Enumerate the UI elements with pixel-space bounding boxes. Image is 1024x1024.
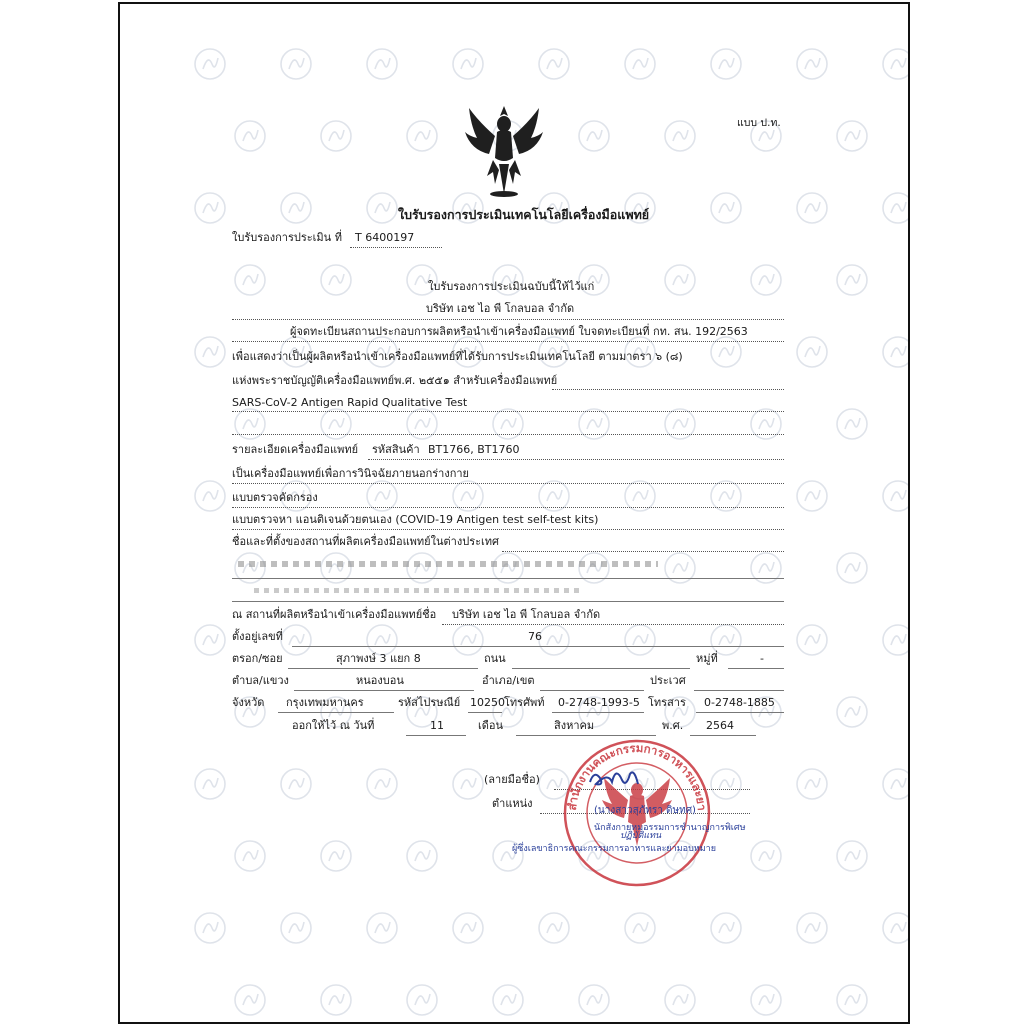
watermark-logo-icon <box>837 697 867 727</box>
address-no-label: ตั้งอยู่เลขที่ <box>232 630 283 643</box>
postcode-value: 10250 <box>470 696 505 709</box>
watermark-logo-icon <box>195 49 225 79</box>
covered-text-fragment-2 <box>254 588 584 593</box>
moo-label: หมู่ที่ <box>696 652 718 665</box>
device-line-2 <box>232 434 784 435</box>
phone-rule <box>552 712 644 713</box>
subdistrict-label: ตำบล/แขวง <box>232 674 289 687</box>
watermark-logo-icon <box>579 121 609 151</box>
watermark-logo-icon <box>367 913 397 943</box>
watermark-logo-icon <box>883 481 908 511</box>
watermark-logo-icon <box>797 625 827 655</box>
watermark-logo-icon <box>367 769 397 799</box>
signature-label: (ลายมือชื่อ) <box>484 773 540 786</box>
details-line <box>368 459 784 460</box>
watermark-logo-icon <box>235 265 265 295</box>
watermark-logo-icon <box>235 841 265 871</box>
watermark-logo-icon <box>321 265 351 295</box>
issue-date-label: ออกให้ไว้ ณ วันที่ <box>292 719 375 732</box>
soi-value: สุภาพงษ์ 3 แยก 8 <box>336 652 421 665</box>
watermark-logo-icon <box>711 49 741 79</box>
product-code-label: รหัสสินค้า <box>372 443 420 456</box>
postcode-rule <box>468 712 502 713</box>
detail-rule-2 <box>232 507 784 508</box>
road-rule <box>512 668 690 669</box>
details-label: รายละเอียดเครื่องมือแพทย์ <box>232 443 359 456</box>
district-rule <box>540 690 644 691</box>
issue-year: 2564 <box>706 719 734 732</box>
province-rule <box>278 712 394 713</box>
detail-line-1: เป็นเครื่องมือแพทย์เพื่อการวินิจฉัยภายนอกร่างกาย <box>232 467 469 480</box>
soi-label: ตรอก/ซอย <box>232 652 283 665</box>
watermark-logo-icon <box>453 625 483 655</box>
fax-label: โทรสาร <box>648 696 686 709</box>
watermark-logo-icon <box>367 193 397 223</box>
postcode-label: รหัสไปรษณีย์ <box>398 696 461 709</box>
watermark-logo-icon <box>281 913 311 943</box>
importer-rule <box>442 624 784 625</box>
issue-month-label: เดือน <box>478 719 504 732</box>
address-no-rule <box>292 646 784 647</box>
phone-label: โทรศัพท์ <box>504 696 545 709</box>
watermark-logo-icon <box>539 49 569 79</box>
address-no: 76 <box>528 630 542 643</box>
watermark-logo-icon <box>321 121 351 151</box>
watermark-logo-icon <box>711 193 741 223</box>
watermark-logo-icon <box>883 769 908 799</box>
company-name: บริษัท เอช ไอ พี โกลบอล จำกัด <box>426 302 575 315</box>
watermark-logo-icon <box>539 913 569 943</box>
para-line-3-rule <box>552 389 784 390</box>
foreign-manufacturer-label: ชื่อและที่ตั้งของสถานที่ผลิตเครื่องมือแพทย์ในต่างประเทศ <box>232 535 499 548</box>
watermark-logo-icon <box>539 625 569 655</box>
watermark-logo-icon <box>797 193 827 223</box>
country-label: ประเวศ <box>650 674 686 687</box>
paragraph-line-1: ผู้จดทะเบียนสถานประกอบการผลิตหรือนำเข้าเครื่องมือแพทย์ ใบจดทะเบียนที่ กท. สน. 192/2563 <box>290 325 748 338</box>
watermark-logo-icon <box>797 49 827 79</box>
issue-year-rule <box>690 735 756 736</box>
paragraph-line-2: เพื่อแสดงว่าเป็นผู้ผลิตหรือนำเข้าเครื่องมือแพทย์ที่ได้รับการประเมินเทคโนโลยี ตามมาตรา ๖ (๘) <box>232 350 683 363</box>
soi-rule <box>288 668 478 669</box>
watermark-logo-icon <box>281 625 311 655</box>
watermark-logo-icon <box>625 913 655 943</box>
product-codes: BT1766, BT1760 <box>428 443 520 456</box>
watermark-logo-icon <box>625 49 655 79</box>
detail-rule-3 <box>232 529 784 530</box>
signer-name: (นางสาวสุภัทรา ดิษทศ) <box>594 805 696 816</box>
issued-to-label: ใบรับรองการประเมินฉบับนี้ให้ไว้แก่ <box>428 280 595 293</box>
watermark-logo-icon <box>883 625 908 655</box>
watermark-logo-icon <box>711 625 741 655</box>
issue-day: 11 <box>430 719 444 732</box>
district-label: อำเภอ/เขต <box>482 674 535 687</box>
cert-no-line <box>350 247 442 248</box>
watermark-logo-icon <box>453 769 483 799</box>
watermark-logo-icon <box>195 625 225 655</box>
foreign-rule-2 <box>232 578 784 579</box>
phone-value: 0-2748-1993-5 <box>558 696 640 709</box>
watermark-logo-icon <box>367 625 397 655</box>
issue-year-label: พ.ศ. <box>662 719 684 732</box>
province-label: จังหวัด <box>232 696 265 709</box>
watermark-logo-icon <box>281 193 311 223</box>
issue-day-rule <box>406 735 466 736</box>
cert-no: T 6400197 <box>355 231 415 244</box>
issue-month: สิงหาคม <box>554 719 595 732</box>
detail-line-3: แบบตรวจหา แอนติเจนด้วยตนเอง (COVID-19 Antigen test self-test kits) <box>232 513 599 526</box>
covered-text-fragment <box>238 561 658 567</box>
watermark-logo-icon <box>837 121 867 151</box>
watermark-logo-icon <box>493 985 523 1015</box>
device-line-1 <box>232 411 784 412</box>
detail-rule-1 <box>232 483 784 484</box>
signer-role-line-2: ผู้ซึ่งเลขาธิการคณะกรรมการอาหารและยามอบหมาย <box>512 844 716 854</box>
fax-value: 0-2748-1885 <box>704 696 775 709</box>
foreign-rule-1 <box>502 551 784 552</box>
watermark-logo-icon <box>195 769 225 799</box>
province-value: กรุงเทพมหานคร <box>286 696 364 709</box>
watermark-logo-icon <box>711 913 741 943</box>
cert-no-label: ใบรับรองการประเมิน ที่ <box>232 231 342 244</box>
watermark-logo-icon <box>837 265 867 295</box>
garuda-emblem <box>463 102 545 198</box>
watermark-logo-icon <box>195 913 225 943</box>
seal-text: สำนักงานคณะกรรมการอาหารและยา <box>564 740 710 812</box>
watermark-logo-icon <box>195 337 225 367</box>
watermark-logo-icon <box>751 841 781 871</box>
watermark-logo-icon <box>837 841 867 871</box>
watermark-logo-icon <box>281 769 311 799</box>
watermark-logo-icon <box>837 409 867 439</box>
watermark-logo-icon <box>453 913 483 943</box>
watermark-logo-icon <box>625 625 655 655</box>
watermark-logo-icon <box>797 481 827 511</box>
watermark-logo-icon <box>407 985 437 1015</box>
watermark-logo-icon <box>883 337 908 367</box>
certificate-page <box>118 2 910 1024</box>
moo-value: - <box>760 652 764 665</box>
watermark-logo-icon <box>797 913 827 943</box>
watermark-logo-icon <box>797 769 827 799</box>
watermark-logo-icon <box>797 337 827 367</box>
foreign-rule-3 <box>232 601 784 602</box>
watermark-logo-icon <box>579 985 609 1015</box>
paragraph-line-3: แห่งพระราชบัญญัติเครื่องมือแพทย์พ.ศ. ๒๕๕๑ สำหรับเครื่องมือแพทย์ <box>232 374 558 387</box>
watermark-logo-icon <box>665 121 695 151</box>
watermark-logo-icon <box>195 193 225 223</box>
watermark-logo-icon <box>453 49 483 79</box>
watermark-logo-icon <box>883 49 908 79</box>
watermark-logo-icon <box>407 841 437 871</box>
fax-rule <box>696 712 784 713</box>
subdistrict-rule <box>294 690 474 691</box>
watermark-logo-icon <box>883 193 908 223</box>
watermark-logo-icon <box>837 985 867 1015</box>
watermark-logo-icon <box>281 49 311 79</box>
watermark-logo-icon <box>235 985 265 1015</box>
watermark-logo-icon <box>367 49 397 79</box>
detail-line-2: แบบตรวจคัดกรอง <box>232 491 318 504</box>
country-rule <box>694 690 784 691</box>
watermark-logo-icon <box>883 913 908 943</box>
signer-handwritten-note: ปฏิบัติแทน <box>620 831 662 841</box>
importer-name: บริษัท เอช ไอ พี โกลบอล จำกัด <box>452 608 601 621</box>
subdistrict-value: หนองบอน <box>356 674 404 687</box>
watermark-logo-icon <box>711 769 741 799</box>
watermark-logo-icon <box>407 121 437 151</box>
watermark-logo-icon <box>665 265 695 295</box>
importer-label: ณ สถานที่ผลิตหรือนำเข้าเครื่องมือแพทย์ชื่อ <box>232 608 437 621</box>
watermark-logo-icon <box>837 553 867 583</box>
watermark-logo-icon <box>751 265 781 295</box>
company-line <box>232 319 784 320</box>
watermark-logo-icon <box>195 481 225 511</box>
para-line-1-rule <box>232 341 784 342</box>
document-title: ใบรับรองการประเมินเทคโนโลยีเครื่องมือแพทย์ <box>398 207 650 222</box>
signer-role-line-1: นักสังกายหมอรรมการชำนาญการพิเศษ <box>594 823 746 833</box>
watermark-logo-icon <box>665 985 695 1015</box>
watermark-logo-icon <box>751 985 781 1015</box>
form-code: แบบ ป.ท. <box>737 117 781 129</box>
road-label: ถนน <box>484 652 506 665</box>
device-name: SARS-CoV-2 Antigen Rapid Qualitative Test <box>232 396 468 409</box>
position-label: ตำแหน่ง <box>492 797 533 810</box>
issue-month-rule <box>516 735 656 736</box>
handwritten-signature <box>582 764 662 792</box>
watermark-logo-icon <box>321 841 351 871</box>
watermark-logo-icon <box>235 121 265 151</box>
watermark-logo-icon <box>321 985 351 1015</box>
moo-rule <box>728 668 784 669</box>
